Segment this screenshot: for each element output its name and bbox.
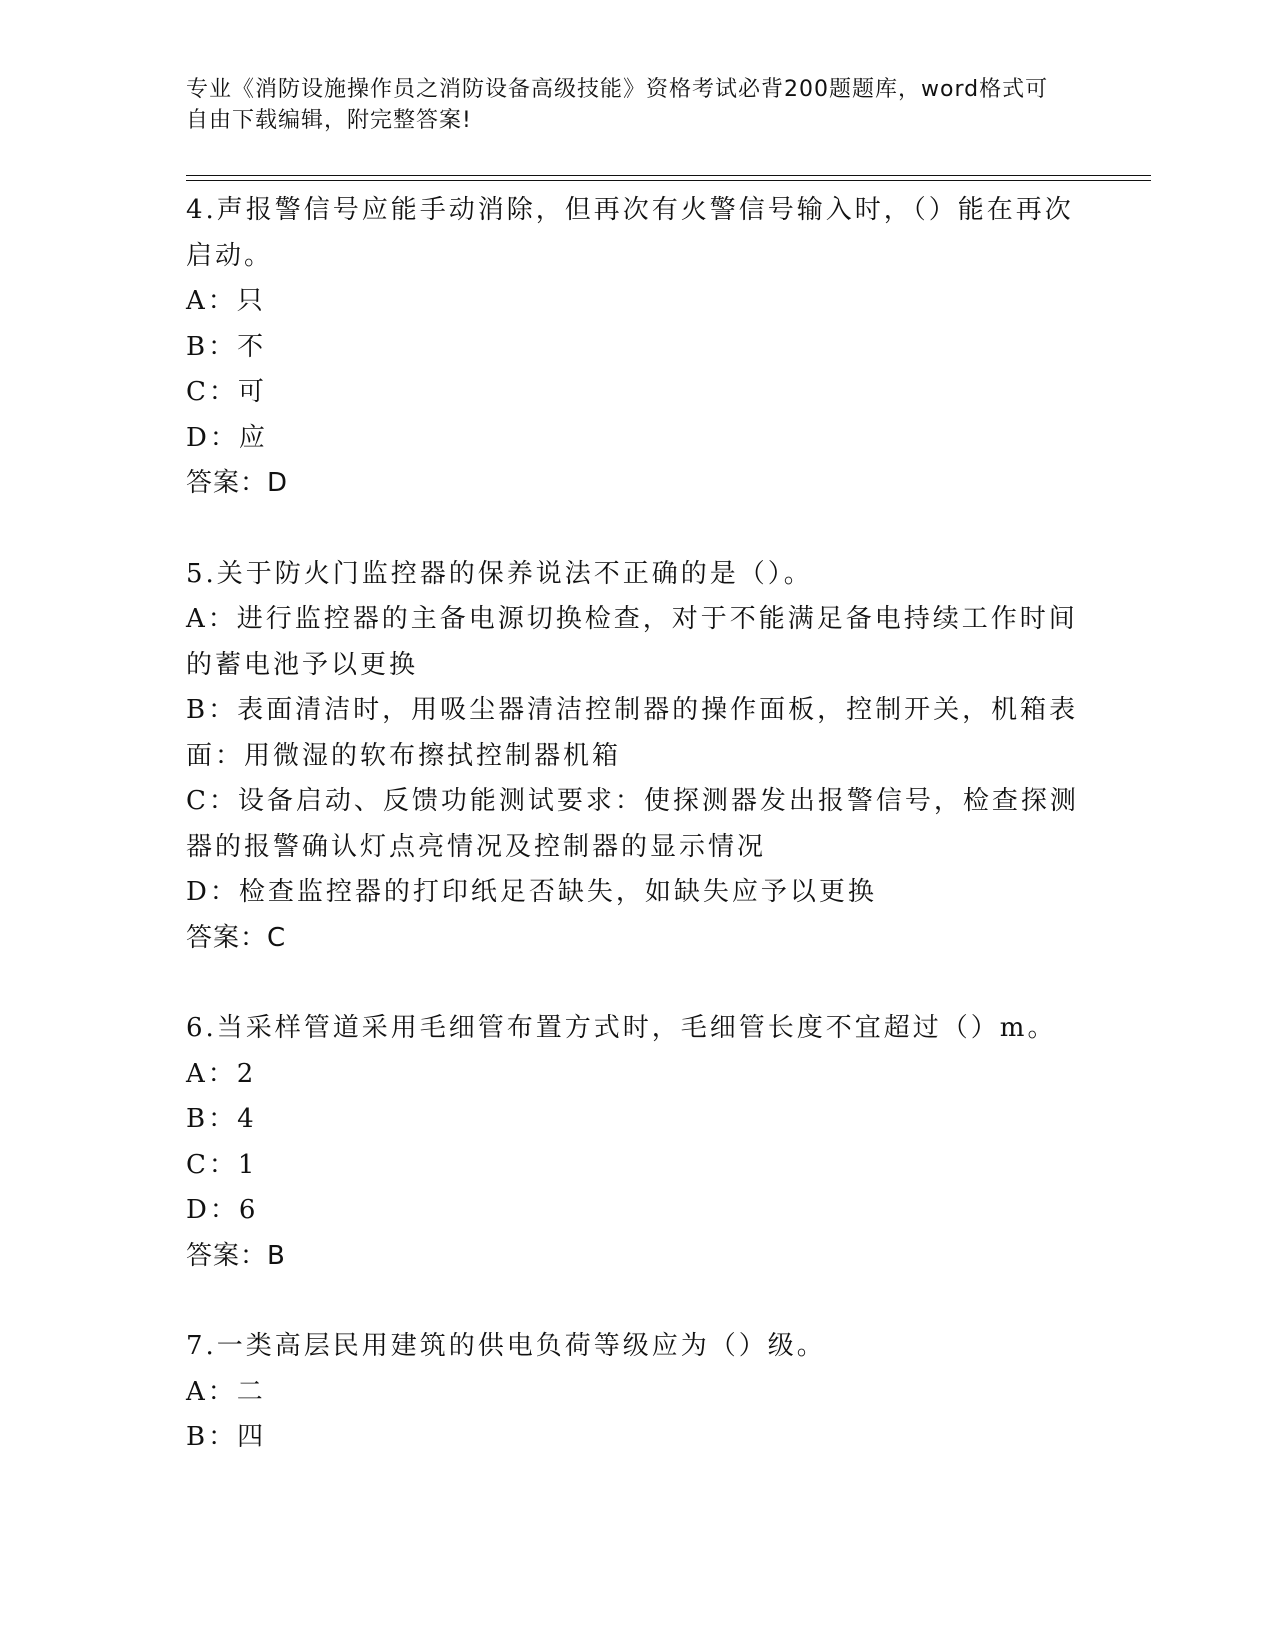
option-c: C：1 xyxy=(186,1149,258,1180)
option-c: C：可 xyxy=(186,377,267,407)
answer: 答案：B xyxy=(186,1240,286,1271)
option-a: A：进行监控器的主备电源切换检查，对于不能满足备电持续工作时间的蓄电池予以更换 xyxy=(186,604,1078,680)
document-header: 专业《消防设施操作员之消防设备高级技能》资格考试必背200题题库，word格式可自由下载编辑，附完整答案! xyxy=(186,77,1049,133)
option-a: A：二 xyxy=(186,1376,266,1407)
question-5 xyxy=(186,552,1086,962)
option-b: B：不 xyxy=(186,331,267,362)
question-stem: 6.当采样管道采用毛细管布置方式时，毛细管长度不宜超过（）m。 xyxy=(186,1013,1057,1043)
question-4 xyxy=(186,188,1086,507)
question-list xyxy=(186,188,1086,1461)
option-b: B：4 xyxy=(186,1104,257,1134)
question-stem: 5.关于防火门监控器的保养说法不正确的是（）。 xyxy=(186,558,813,589)
question-stem: 4.声报警信号应能手动消除，但再次有火警信号输入时，（）能在再次启动。 xyxy=(186,195,1074,271)
option-a: A：只 xyxy=(186,286,266,316)
option-d: D：检查监控器的打印纸足否缺失，如缺失应予以更换 xyxy=(186,877,877,907)
answer: 答案：D xyxy=(186,468,289,498)
option-c: C：设备启动、反馈功能测试要求：使探测器发出报警信号，检查探测器的报警确认灯点亮情况及控制器的显示情况 xyxy=(186,786,1079,862)
answer: 答案：C xyxy=(186,922,287,953)
header-rule-bottom xyxy=(186,180,1151,181)
question-stem: 7.一类高层民用建筑的供电负荷等级应为（）级。 xyxy=(186,1331,826,1361)
option-b: B：表面清洁时，用吸尘器清洁控制器的操作面板，控制开关，机箱表面：用微湿的软布擦拭控制器机箱 xyxy=(186,695,1079,771)
header-rule-top xyxy=(186,175,1151,176)
question-7 xyxy=(186,1324,1086,1461)
option-d: D：6 xyxy=(186,1195,259,1225)
question-6 xyxy=(186,1006,1086,1279)
option-a: A：2 xyxy=(186,1058,257,1089)
option-d: D：应 xyxy=(186,422,268,453)
option-b: B：四 xyxy=(186,1422,267,1452)
